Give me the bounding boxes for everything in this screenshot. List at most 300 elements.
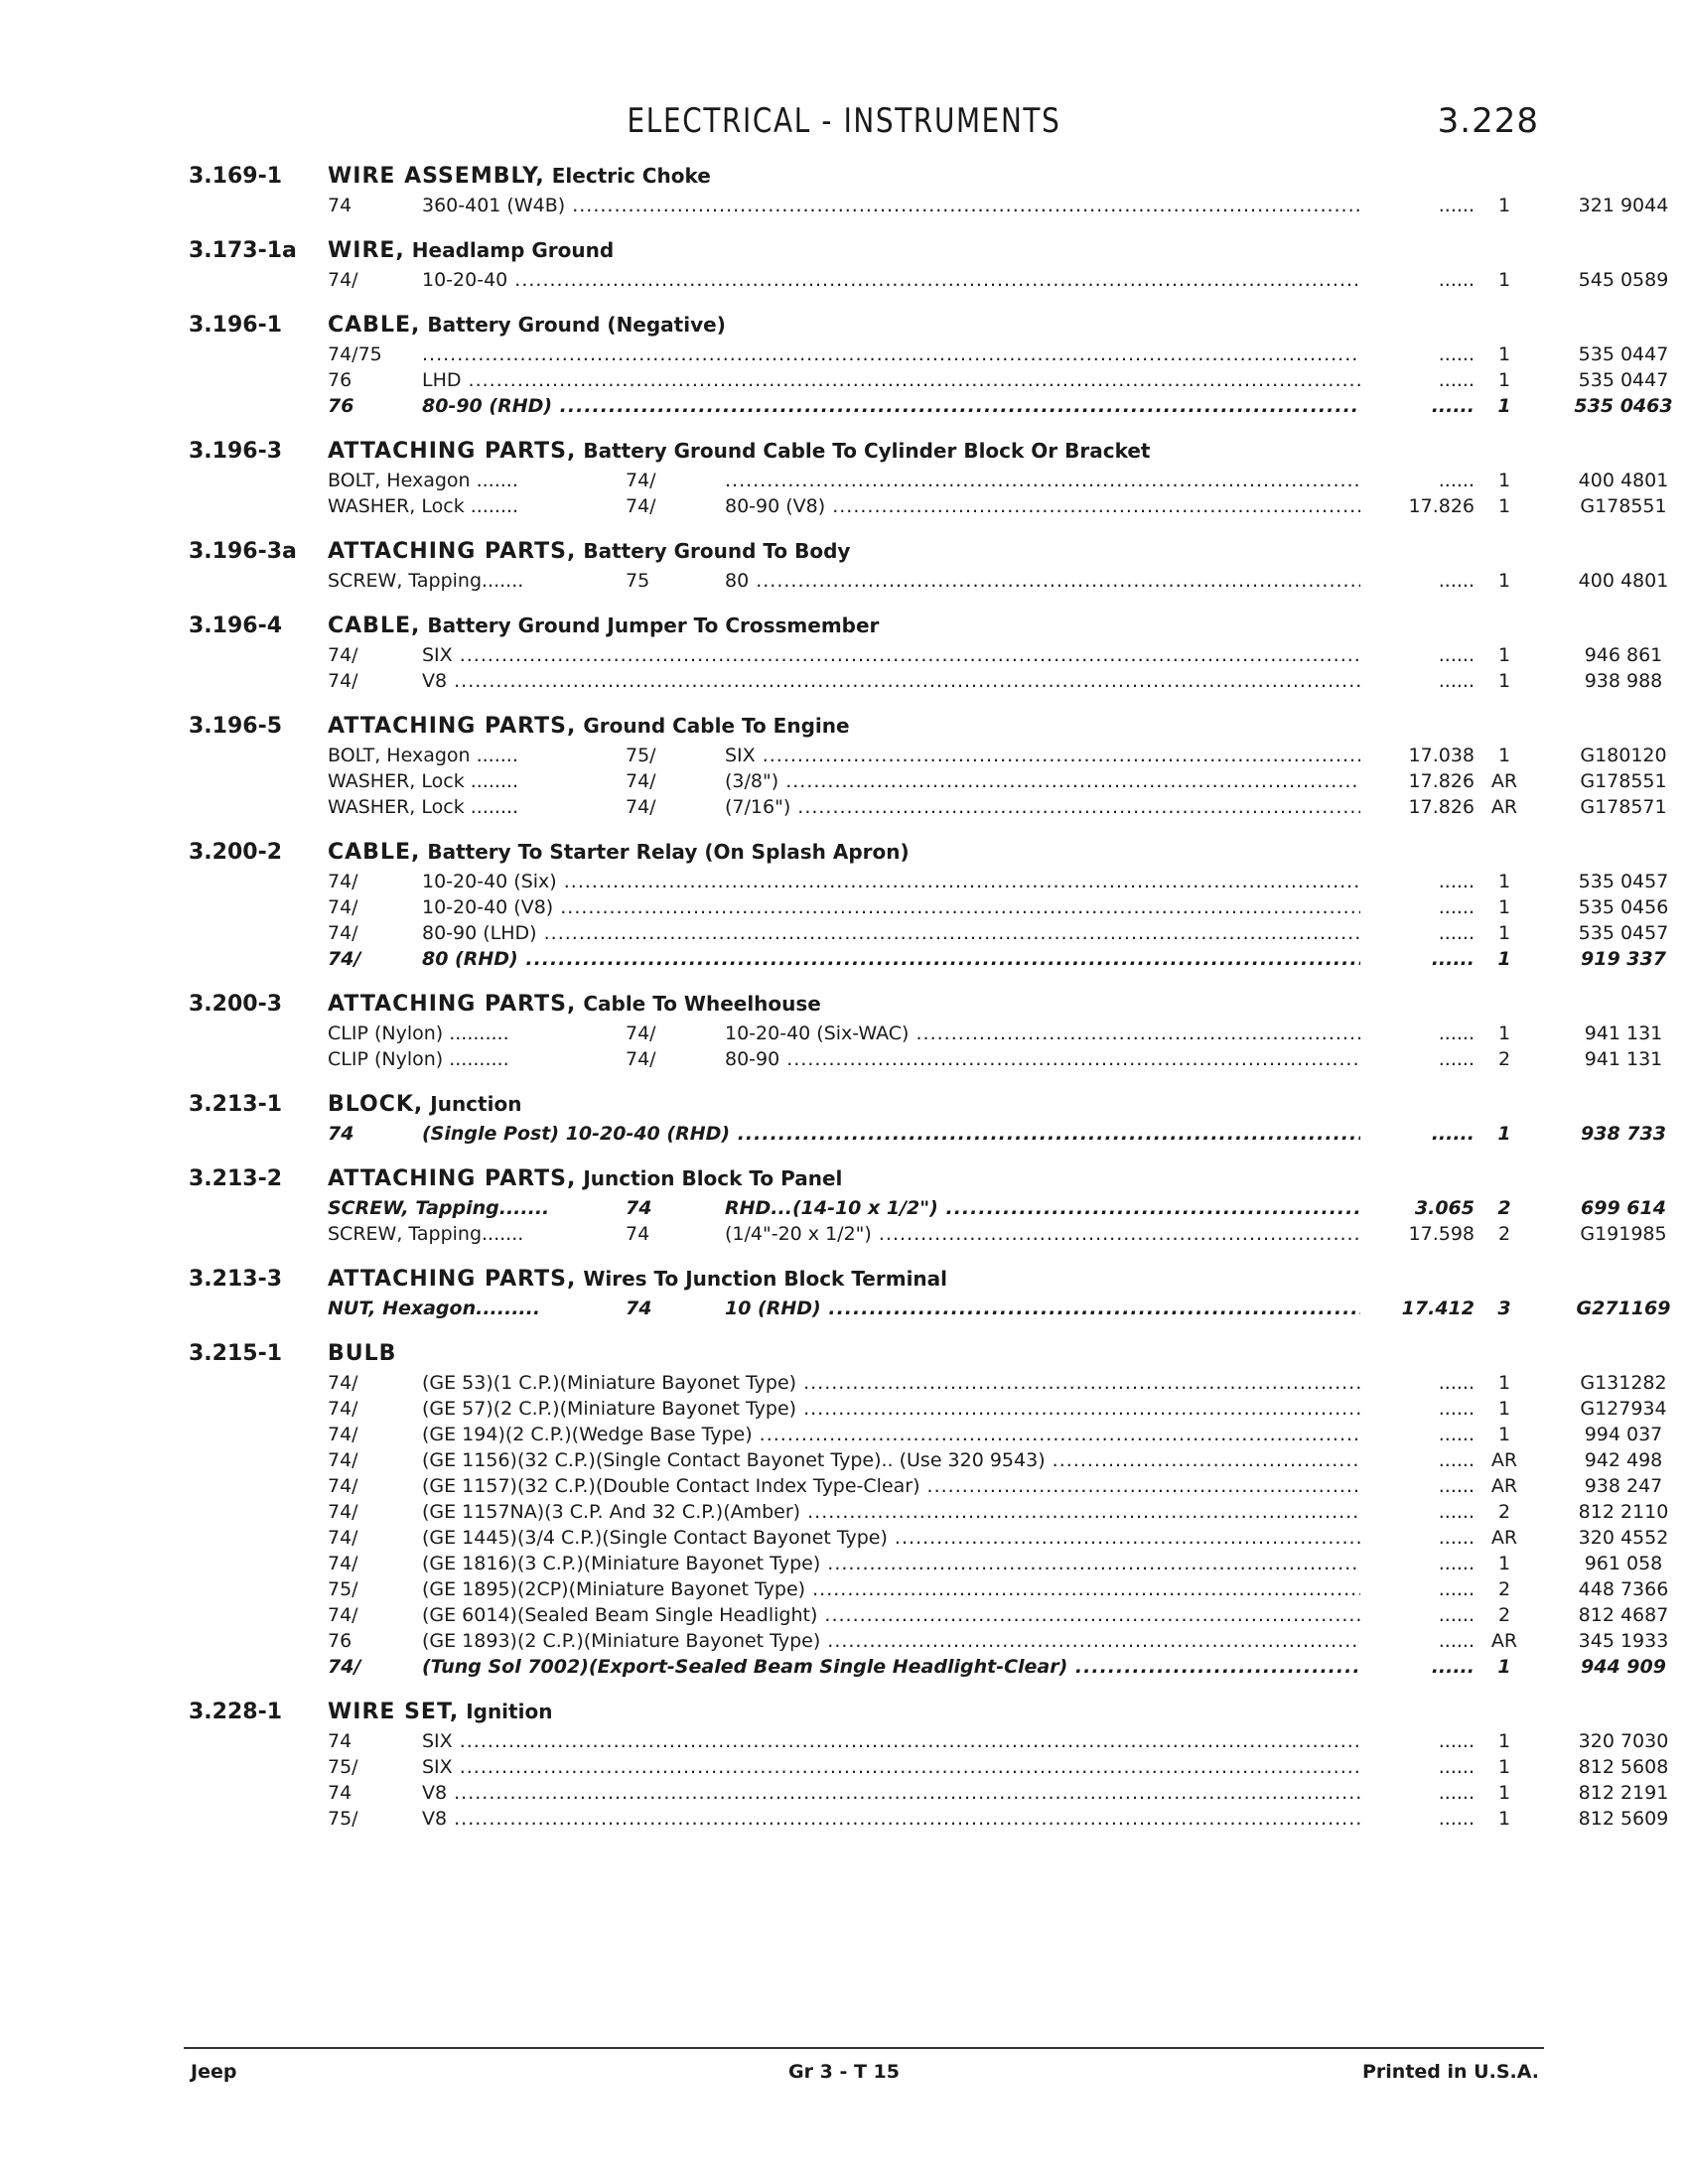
parts-list-row [189, 670, 1663, 696]
model-year: 74 [328, 1782, 352, 1804]
quantity: 1 [1497, 1424, 1511, 1445]
section-title-sub: Ground Cable To Engine [583, 714, 850, 738]
model-year: 75 [626, 570, 650, 592]
part-description: (GE 1816)(3 C.P.)(Miniature Bayonet Type) ..... [422, 1553, 1360, 1574]
section-header [189, 1092, 1549, 1123]
quantity: 1 [1497, 1372, 1511, 1394]
section-header [189, 1166, 1549, 1197]
part-number: 812 5608 [1578, 1756, 1669, 1778]
model-year: 74/ [626, 470, 656, 491]
part-number: 535 0457 [1578, 922, 1669, 944]
section-reference-number: 3.213-2 [189, 1166, 283, 1191]
parts-list-row [189, 871, 1669, 896]
part-description: (1/4"-20 x 1/2") ..... [725, 1223, 1360, 1245]
parts-list-row [189, 1123, 1666, 1149]
parts-list-row [189, 1578, 1669, 1604]
part-description: (GE 1157NA)(3 C.P. And 32 C.P.)(Amber) ..... [422, 1501, 1360, 1523]
quantity: AR [1490, 1449, 1518, 1471]
part-number: G180120 [1580, 745, 1667, 766]
model-year: 75/ [328, 1578, 358, 1600]
model-year: 74/ [328, 1398, 358, 1420]
section-header [189, 840, 1549, 871]
catalog-section [189, 1092, 1666, 1149]
quantity: AR [1490, 1630, 1518, 1652]
quantity: 1 [1497, 343, 1511, 365]
section-title-main: BLOCK, [328, 1092, 424, 1117]
section-reference-number: 3.173-1a [189, 238, 297, 263]
catalog-section [189, 238, 1669, 295]
section-title [328, 1092, 521, 1117]
part-number: 941 131 [1584, 1023, 1663, 1044]
part-description [725, 470, 1360, 491]
model-year: 74/ [626, 1048, 656, 1070]
section-title-main: ATTACHING PARTS, [328, 439, 577, 464]
cross-reference: 3.065 [1414, 1197, 1475, 1219]
quantity: 1 [1497, 1656, 1511, 1678]
catalog-section [189, 714, 1667, 822]
model-year: 74/ [626, 770, 656, 792]
cross-reference: ...... [1438, 1730, 1475, 1752]
parts-list-row [189, 745, 1667, 770]
part-description: (GE 1893)(2 C.P.)(Miniature Bayonet Type) ..... [422, 1630, 1360, 1652]
model-year: 74/ [328, 1449, 358, 1471]
model-year: 74/ [328, 1527, 358, 1549]
part-description: 10-20-40 (V8) ..... [422, 896, 1360, 918]
cross-reference: ...... [1438, 1023, 1475, 1044]
quantity: 2 [1497, 1501, 1511, 1523]
part-description: SIX ..... [422, 1730, 1360, 1752]
part-description: (GE 6014)(Sealed Beam Single Headlight) ..... [422, 1604, 1360, 1626]
part-number: 812 5609 [1578, 1808, 1669, 1830]
model-year: 74 [328, 1730, 352, 1752]
cross-reference: ...... [1438, 1372, 1475, 1394]
section-reference-number: 3.215-1 [189, 1341, 283, 1366]
part-number: 919 337 [1581, 948, 1666, 970]
catalog-section [189, 539, 1669, 596]
quantity: 1 [1497, 1730, 1511, 1752]
section-title-sub: Electric Choke [551, 164, 711, 188]
section-title-sub: Battery Ground (Negative) [427, 313, 726, 337]
cross-reference: ...... [1438, 1449, 1475, 1471]
parts-list-row [189, 570, 1669, 596]
section-title-sub: Wires To Junction Block Terminal [583, 1267, 948, 1291]
parts-list-row [189, 1223, 1667, 1249]
cross-reference: 17.598 [1408, 1223, 1475, 1245]
part-description: SIX ..... [422, 1756, 1360, 1778]
part-name: CLIP (Nylon) .......... [328, 1023, 509, 1044]
parts-list-row [189, 948, 1666, 974]
model-year: 74/ [328, 1553, 358, 1574]
section-reference-number: 3.196-3 [189, 439, 283, 464]
part-number: 321 9044 [1578, 195, 1669, 216]
quantity: 1 [1497, 1808, 1511, 1830]
part-number: G178551 [1580, 495, 1667, 517]
part-number: 699 614 [1581, 1197, 1666, 1219]
part-number: 535 0447 [1578, 369, 1669, 391]
quantity: 1 [1497, 644, 1511, 666]
parts-list-row [189, 343, 1669, 369]
catalog-section [189, 614, 1663, 696]
quantity: 1 [1497, 871, 1511, 892]
catalog-section [189, 992, 1663, 1074]
cross-reference: 17.038 [1408, 745, 1475, 766]
cross-reference: ...... [1438, 1475, 1475, 1497]
part-number: 535 0457 [1578, 871, 1669, 892]
section-title [328, 1267, 947, 1292]
parts-list-row [189, 269, 1669, 295]
quantity: 1 [1497, 1553, 1511, 1574]
section-reference-number: 3.196-1 [189, 313, 283, 338]
part-number: 535 0463 [1574, 395, 1673, 417]
part-description: (GE 57)(2 C.P.)(Miniature Bayonet Type) ..... [422, 1398, 1360, 1420]
cross-reference: ...... [1438, 670, 1475, 692]
model-year: 74/ [328, 644, 358, 666]
section-reference-number: 3.196-3a [189, 539, 297, 564]
section-title-main: WIRE, [328, 238, 405, 263]
parts-list-row [189, 896, 1669, 922]
quantity: 1 [1497, 1756, 1511, 1778]
section-title-main: CABLE, [328, 840, 421, 865]
part-number: 994 037 [1584, 1424, 1663, 1445]
section-title [328, 1341, 396, 1366]
model-year: 74 [626, 1197, 652, 1219]
part-description: (GE 1895)(2CP)(Miniature Bayonet Type) ..... [422, 1578, 1360, 1600]
quantity: 1 [1497, 1398, 1511, 1420]
quantity: 1 [1497, 395, 1511, 417]
part-description: (3/8") ..... [725, 770, 1360, 792]
quantity: 3 [1497, 1297, 1511, 1319]
section-title [328, 439, 1150, 464]
quantity: 1 [1497, 922, 1511, 944]
parts-list-row [189, 1630, 1669, 1656]
footer-printed: Printed in U.S.A. [1362, 2061, 1539, 2083]
part-number: 941 131 [1584, 1048, 1663, 1070]
parts-list-row [189, 495, 1667, 521]
part-description: SIX ..... [422, 644, 1360, 666]
parts-list-row [189, 1023, 1663, 1048]
part-description: V8 ..... [422, 1808, 1360, 1830]
parts-list-row [189, 1656, 1666, 1682]
catalog-section [189, 1166, 1667, 1249]
model-year: 74/ [328, 1656, 361, 1678]
part-description: SIX ..... [725, 745, 1360, 766]
model-year: 74/ [328, 948, 361, 970]
quantity: 2 [1497, 1604, 1511, 1626]
model-year: 74/ [328, 670, 358, 692]
catalog-section [189, 1700, 1669, 1834]
section-title-main: CABLE, [328, 313, 421, 338]
cross-reference: ...... [1438, 1424, 1475, 1445]
section-title-sub: Battery Ground Cable To Cylinder Block Or Bracket [583, 439, 1151, 463]
part-description: (Single Post) 10-20-40 (RHD) ..... [422, 1123, 1360, 1145]
section-reference-number: 3.200-2 [189, 840, 283, 865]
cross-reference: ...... [1438, 1501, 1475, 1523]
part-description: 80-90 (V8) ..... [725, 495, 1360, 517]
footer-group-code: Gr 3 - T 15 [788, 2061, 900, 2083]
section-reference-number: 3.213-3 [189, 1267, 283, 1292]
section-header [189, 313, 1549, 343]
quantity: 1 [1497, 670, 1511, 692]
part-number: 535 0456 [1578, 896, 1669, 918]
parts-list-row [189, 1424, 1663, 1449]
model-year: 75/ [626, 745, 656, 766]
part-description: 360-401 (W4B) ..... [422, 195, 1360, 216]
catalog-section [189, 313, 1673, 421]
model-year: 74/ [328, 1372, 358, 1394]
cross-reference: ...... [1438, 1398, 1475, 1420]
part-number: 400 4801 [1578, 470, 1669, 491]
section-title-main: WIRE ASSEMBLY, [328, 164, 545, 189]
model-year: 74/ [328, 1424, 358, 1445]
cross-reference: ...... [1438, 1578, 1475, 1600]
model-year: 74/ [328, 269, 358, 291]
section-header [189, 992, 1549, 1023]
part-number: 545 0589 [1578, 269, 1669, 291]
page-title: ELECTRICAL - INSTRUMENTS [627, 101, 1061, 141]
cross-reference: ...... [1431, 1656, 1475, 1678]
part-description: LHD ..... [422, 369, 1360, 391]
parts-list-row [189, 1048, 1663, 1074]
section-title-sub: Headlamp Ground [411, 238, 615, 262]
model-year: 74/ [328, 922, 358, 944]
part-number: 944 909 [1581, 1656, 1666, 1678]
section-title-sub: Ignition [466, 1700, 553, 1723]
cross-reference: ...... [1438, 195, 1475, 216]
model-year: 74/ [626, 495, 656, 517]
quantity: 1 [1497, 470, 1511, 491]
quantity: 2 [1497, 1197, 1511, 1219]
section-title-main: ATTACHING PARTS, [328, 992, 577, 1017]
quantity: 2 [1497, 1223, 1511, 1245]
section-title [328, 714, 850, 739]
parts-list-row [189, 1475, 1663, 1501]
part-description: (GE 1157)(32 C.P.)(Double Contact Index Type-Clear) ..... [422, 1475, 1360, 1497]
cross-reference: ...... [1438, 1782, 1475, 1804]
part-name: BOLT, Hexagon ....... [328, 470, 518, 491]
section-title [328, 539, 850, 564]
model-year: 74/ [626, 1023, 656, 1044]
parts-list-row [189, 1398, 1667, 1424]
cross-reference: ...... [1438, 369, 1475, 391]
model-year: 74 [626, 1223, 650, 1245]
part-name: NUT, Hexagon......... [328, 1297, 541, 1319]
parts-list-row [189, 470, 1669, 495]
parts-list-row [189, 1197, 1666, 1223]
section-title-main: CABLE, [328, 614, 421, 638]
section-title [328, 313, 726, 338]
parts-list-row [189, 1553, 1663, 1578]
quantity: 1 [1497, 369, 1511, 391]
catalog-section [189, 1267, 1671, 1323]
quantity: 1 [1497, 1782, 1511, 1804]
parts-list-row [189, 770, 1667, 796]
cross-reference: 17.826 [1408, 770, 1475, 792]
section-header [189, 1700, 1549, 1730]
cross-reference: ...... [1438, 1527, 1475, 1549]
parts-list-row [189, 644, 1663, 670]
part-description: 80-90 (RHD) ..... [422, 395, 1360, 417]
section-title [328, 238, 614, 263]
quantity: 1 [1497, 1123, 1511, 1145]
part-description: 80 (RHD) ..... [422, 948, 1360, 970]
section-header [189, 714, 1549, 745]
part-name: SCREW, Tapping....... [328, 1197, 550, 1219]
part-name: WASHER, Lock ........ [328, 770, 519, 792]
cross-reference: ...... [1431, 948, 1475, 970]
section-title [328, 614, 879, 638]
section-title-sub: Cable To Wheelhouse [583, 992, 821, 1016]
cross-reference: ...... [1438, 922, 1475, 944]
part-description: (Tung Sol 7002)(Export-Sealed Beam Single Headlight-Clear) ..... [422, 1656, 1360, 1678]
cross-reference: ...... [1438, 269, 1475, 291]
section-header [189, 1341, 1549, 1372]
section-title [328, 1166, 842, 1191]
section-reference-number: 3.213-1 [189, 1092, 283, 1117]
part-number: 938 988 [1584, 670, 1663, 692]
section-title-main: ATTACHING PARTS, [328, 539, 577, 564]
section-title-sub: Battery Ground Jumper To Crossmember [427, 614, 880, 637]
cross-reference: ...... [1431, 395, 1475, 417]
part-number: 448 7366 [1578, 1578, 1669, 1600]
model-year: 74/ [328, 1604, 358, 1626]
section-header [189, 164, 1549, 195]
cross-reference: ...... [1438, 896, 1475, 918]
catalog-section [189, 439, 1669, 521]
part-description: V8 ..... [422, 1782, 1360, 1804]
cross-reference: ...... [1438, 1808, 1475, 1830]
cross-reference: ...... [1438, 1604, 1475, 1626]
model-year: 74 [328, 195, 352, 216]
model-year: 76 [328, 369, 352, 391]
cross-reference: ...... [1438, 470, 1475, 491]
section-title [328, 1700, 552, 1724]
parts-list-row [189, 1808, 1669, 1834]
section-header [189, 614, 1549, 644]
model-year: 74/ [328, 1501, 358, 1523]
cross-reference: ...... [1438, 1756, 1475, 1778]
cross-reference: 17.826 [1408, 796, 1475, 818]
part-description: RHD...(14-10 x 1/2") ..... [725, 1197, 1360, 1219]
section-title [328, 164, 711, 189]
section-reference-number: 3.196-4 [189, 614, 283, 638]
quantity: 2 [1497, 1578, 1511, 1600]
model-year: 74/ [626, 796, 656, 818]
parts-list-row [189, 796, 1667, 822]
part-description: 80 ..... [725, 570, 1360, 592]
part-number: 320 7030 [1578, 1730, 1669, 1752]
parts-list-row [189, 1372, 1667, 1398]
part-number: 938 733 [1581, 1123, 1666, 1145]
model-year: 74 [626, 1297, 652, 1319]
section-title [328, 840, 910, 865]
catalog-section [189, 1341, 1669, 1682]
part-number: 812 4687 [1578, 1604, 1669, 1626]
footer-divider [184, 2047, 1544, 2049]
part-number: 812 2110 [1578, 1501, 1669, 1523]
section-reference-number: 3.228-1 [189, 1700, 283, 1724]
parts-list-row [189, 195, 1669, 220]
part-number: 345 1933 [1578, 1630, 1669, 1652]
cross-reference: 17.826 [1408, 495, 1475, 517]
catalog-section [189, 840, 1669, 974]
part-number: G178551 [1580, 770, 1667, 792]
model-year: 74 [328, 1123, 354, 1145]
footer-brand: Jeep [191, 2061, 237, 2083]
cross-reference: ...... [1438, 1630, 1475, 1652]
section-header [189, 439, 1549, 470]
section-title-main: WIRE SET, [328, 1700, 460, 1724]
part-number: 400 4801 [1578, 570, 1669, 592]
part-description: (7/16") ..... [725, 796, 1360, 818]
part-description: 80-90 ..... [725, 1048, 1360, 1070]
part-number: G191985 [1580, 1223, 1667, 1245]
part-number: 961 058 [1584, 1553, 1663, 1574]
cross-reference: 17.412 [1401, 1297, 1475, 1319]
part-name: WASHER, Lock ........ [328, 495, 519, 517]
section-title-main: ATTACHING PARTS, [328, 1166, 577, 1191]
section-title-sub: Junction [430, 1092, 522, 1116]
part-number: 320 4552 [1578, 1527, 1669, 1549]
quantity: 1 [1497, 745, 1511, 766]
cross-reference: ...... [1438, 343, 1475, 365]
part-number: G178571 [1580, 796, 1667, 818]
part-number: 812 2191 [1578, 1782, 1669, 1804]
part-description: 10 (RHD) ..... [725, 1297, 1360, 1319]
parts-list-row [189, 1604, 1669, 1630]
part-description: 80-90 (LHD) ..... [422, 922, 1360, 944]
parts-list [189, 164, 1673, 1851]
part-name: WASHER, Lock ........ [328, 796, 519, 818]
parts-list-row [189, 1756, 1669, 1782]
quantity: AR [1490, 1527, 1518, 1549]
section-header [189, 238, 1549, 269]
parts-list-row [189, 922, 1669, 948]
part-description: 10-20-40 ..... [422, 269, 1360, 291]
part-description: V8 ..... [422, 670, 1360, 692]
part-description: (GE 53)(1 C.P.)(Miniature Bayonet Type) ..... [422, 1372, 1360, 1394]
section-title-main: BULB [328, 1341, 397, 1366]
quantity: 2 [1497, 1048, 1511, 1070]
quantity: 1 [1497, 948, 1511, 970]
model-year: 74/ [328, 871, 358, 892]
parts-list-row [189, 1527, 1669, 1553]
cross-reference: ...... [1438, 644, 1475, 666]
quantity: 1 [1497, 570, 1511, 592]
quantity: 1 [1497, 195, 1511, 216]
section-title-sub: Junction Block To Panel [583, 1166, 843, 1190]
part-name: SCREW, Tapping....... [328, 1223, 524, 1245]
parts-list-row [189, 1501, 1669, 1527]
cross-reference: ...... [1431, 1123, 1475, 1145]
parts-list-row [189, 369, 1669, 395]
model-year: 76 [328, 395, 354, 417]
part-description: (GE 194)(2 C.P.)(Wedge Base Type) ..... [422, 1424, 1360, 1445]
model-year: 76 [328, 1630, 352, 1652]
quantity: 1 [1497, 269, 1511, 291]
page-number: 3.228 [1437, 101, 1539, 141]
section-header [189, 539, 1549, 570]
quantity: AR [1490, 770, 1518, 792]
part-number: G271169 [1576, 1297, 1671, 1319]
parts-list-row [189, 1449, 1663, 1475]
section-header [189, 1267, 1549, 1297]
model-year: 75/ [328, 1756, 358, 1778]
part-name: BOLT, Hexagon ....... [328, 745, 518, 766]
quantity: AR [1490, 796, 1518, 818]
parts-list-row [189, 1730, 1669, 1756]
section-title-sub: Battery Ground To Body [583, 539, 851, 563]
model-year: 74/ [328, 896, 358, 918]
